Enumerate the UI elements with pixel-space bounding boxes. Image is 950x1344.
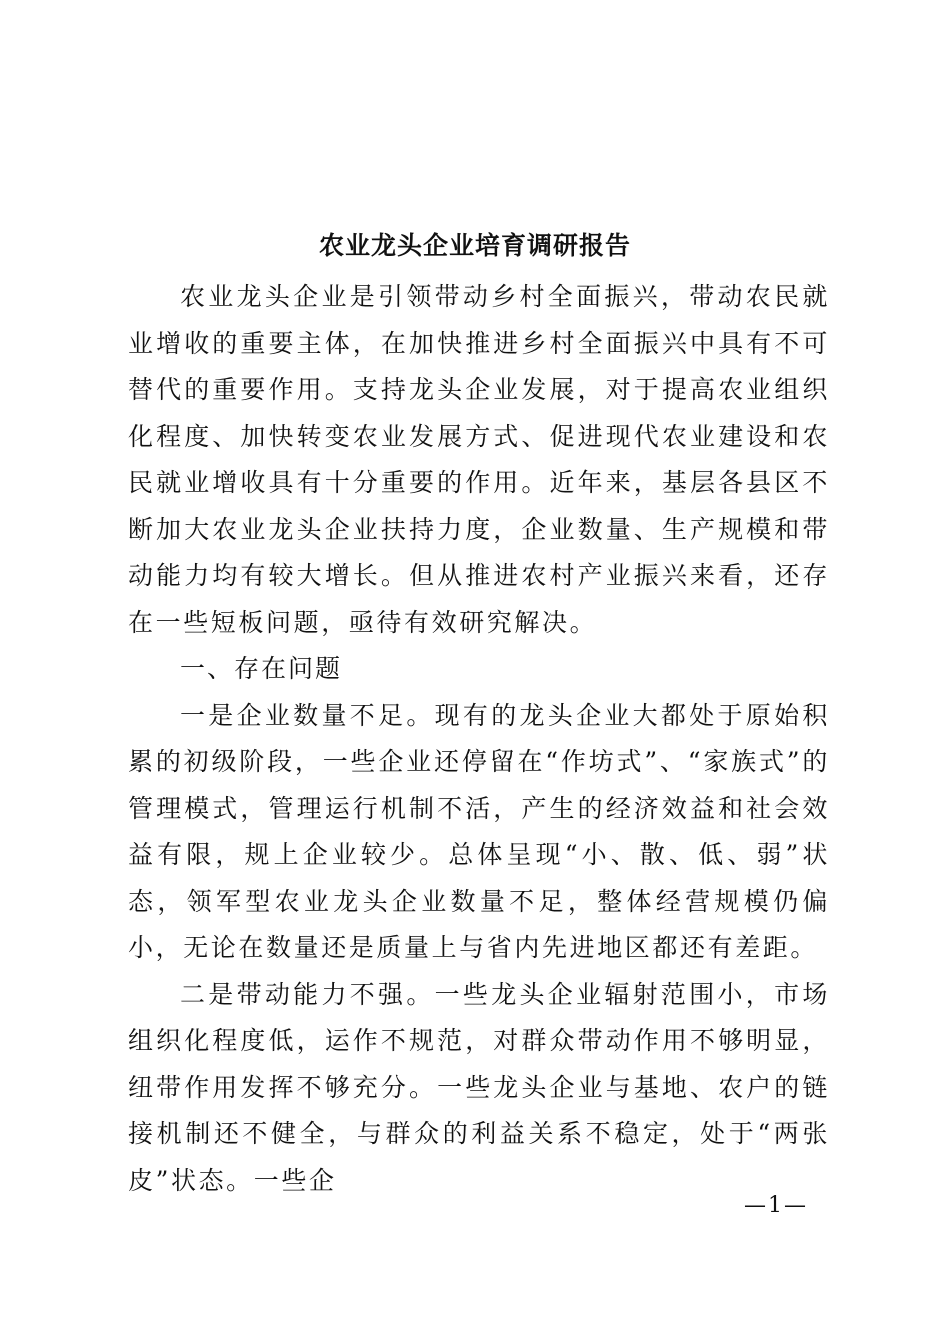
intro-paragraph: 农业龙头企业是引领带动乡村全面振兴，带动农民就业增收的重要主体，在加快推进乡村全面振兴中具有不可替代的重要作用。支持龙头企业发展，对于提高农业组织化程度、加快转变农业发展方式、促进现代农业建设和农民就业增收具有十分重要的作用。近年来，基层各县区不断加大农业龙头企业扶持力度，企业数量、生产规模和带动能力均有较大增长。但从推进农村产业振兴来看，还存在一些短板问题，亟待有效研究解决。	[128, 282, 830, 637]
paragraph-enterprise-quantity: 一是企业数量不足。现有的龙头企业大都处于原始积累的初级阶段，一些企业还停留在“作坊式”、“家族式”的管理模式，管理运行机制不活，产生的经济效益和社会效益有限，规上企业较少。总体呈现“小、散、低、弱”状态，领军型农业龙头企业数量不足，整体经营规模仍偏小，无论在数量还是质量上与省内先进地区都还有差距。	[128, 700, 830, 962]
section-heading: 一、存在问题	[180, 654, 343, 683]
document-body	[128, 274, 830, 1204]
paragraph-driving-capacity: 二是带动能力不强。一些龙头企业辐射范围小，市场组织化程度低，运作不规范，对群众带动作用不够明显，纽带作用发挥不够充分。一些龙头企业与基地、农户的链接机制还不健全，与群众的利益关系不稳定，处于“两张皮”状态。一些企	[128, 979, 830, 1195]
document-title: 农业龙头企业培育调研报告	[318, 231, 631, 260]
page-number: —1—	[744, 1193, 808, 1218]
